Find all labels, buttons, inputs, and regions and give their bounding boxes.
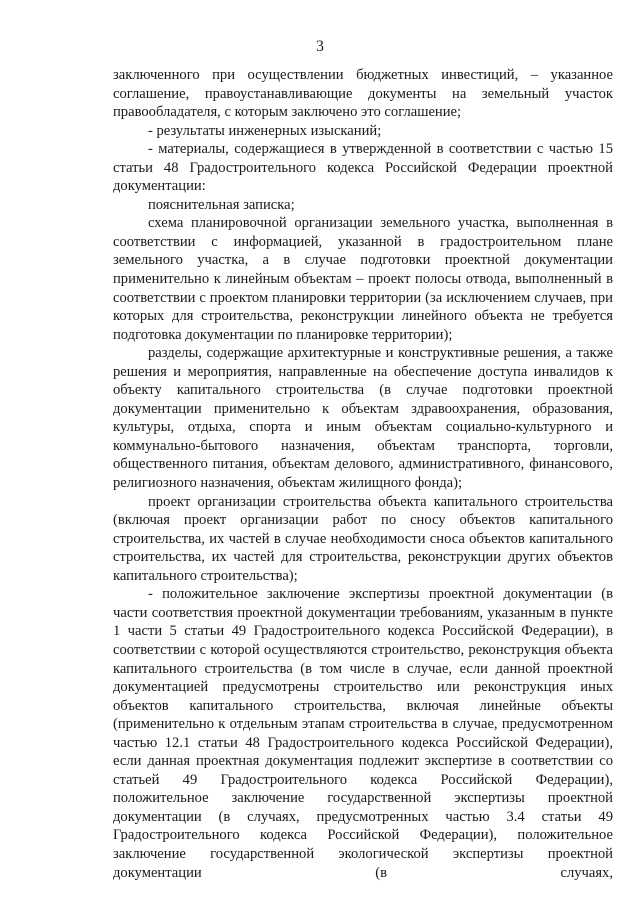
paragraph-engineering-surveys: - результаты инженерных изысканий; [148, 122, 382, 139]
document-body [113, 66, 613, 882]
paragraph-expertise-conclusion: - положительное заключение экспертизы проектной документации (в части соответствия проектной документации требованиям, указанным в пункте 1 части 5 статьи 49 Градостроительного кодекса Российской Федерации), в соответствии с которой осуществляются строительство, реконструкция объекта капитального строительства (в том числе в случае, если данной проектной документацией предусмотрены строительство или реконструкция иных объектов капитального строительства, включая линейные объекты (применительно к отдельным этапам строительства в случае, предусмотренном частью 12.1 статьи 48 Градостроительного кодекса Российской Федерации), если данная проектная документация подлежит экспертизе в соответствии со статьей 49 Градостроительного кодекса Российской Федерации), положительное заключение государственной экспертизы проектной документации (в случаях, предусмотренных частью 3.4 статьи 49 Градостроительного кодекса Российской Федерации), положительное заключение государственной экологической экспертизы проектной документации (в случаях, [113, 586, 613, 881]
page-number: 3 [316, 38, 324, 55]
paragraph-construction-organization: проект организации строительства объекта капитального строительства (включая проект организации работ по сносу объектов капитального строительства, их частей в случае необходимости сноса объектов капитального строительства, их частей для строительства, реконструкции других объектов капитального строительства); [113, 493, 613, 584]
paragraph-continuation: заключенного при осуществлении бюджетных инвестиций, – указанное соглашение, правоустанавливающие документы на земельный участок правообладателя, с которым заключено это соглашение; [113, 67, 613, 121]
paragraph-project-materials: - материалы, содержащиеся в утвержденной в соответствии с частью 15 статьи 48 Градостроительного кодекса Российской Федерации проектной документации: [113, 141, 613, 195]
paragraph-architectural-sections: разделы, содержащие архитектурные и конструктивные решения, а также решения и мероприятия, направленные на обеспечение доступа инвалидов к объекту капитального строительства (в случае подготовки проектной документации применительно к объектам здравоохранения, образования, культуры, отдыха, спорта и иным объектам социально-культурного и коммунально-бытового назначения, объектам транспорта, торговли, общественного питания, объектам делового, административного, финансового, религиозного назначения, объектам жилищного фонда); [113, 345, 613, 492]
paragraph-site-plan-scheme: схема планировочной организации земельного участка, выполненная в соответствии с информацией, указанной в градостроительном плане земельного участка, а в случае подготовки проектной документации применительно к линейным объектам – проект полосы отвода, выполненный в соответствии с проектом планировки территории (за исключением случаев, при которых для строительства, реконструкции линейного объекта не требуется подготовка документации по планировке территории); [113, 215, 613, 343]
paragraph-explanatory-note: пояснительная записка; [148, 196, 295, 213]
